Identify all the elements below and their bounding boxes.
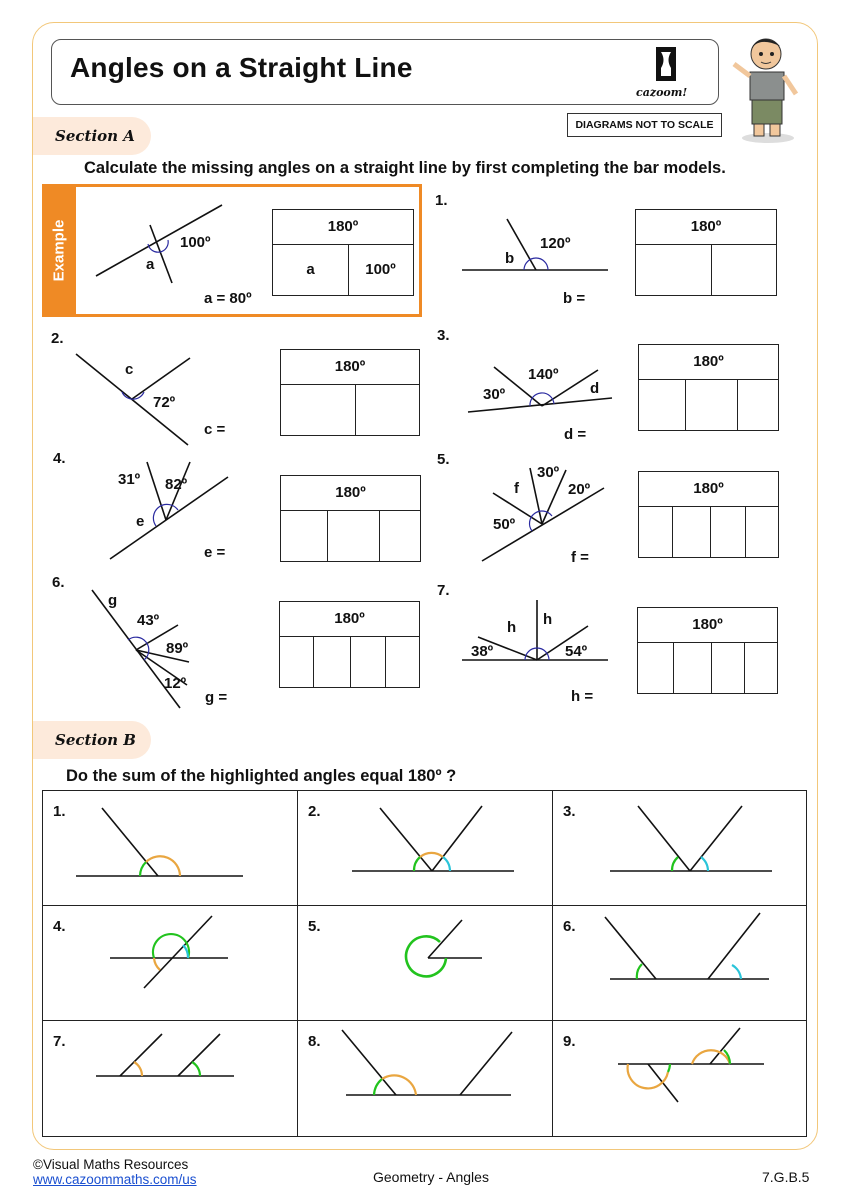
q4-label-e: e <box>136 513 145 530</box>
q2-label-c: c <box>125 361 134 378</box>
q1-label-b: b <box>505 250 515 267</box>
bar-total: 180º <box>639 472 778 507</box>
q7-label-h2: h <box>543 611 553 628</box>
b3-ray1 <box>638 806 690 871</box>
section-a-tab: Section A <box>33 117 151 155</box>
q4-answer: e = <box>204 544 226 561</box>
q1-label-120: 120º <box>540 235 571 252</box>
example-answer: a = 80º <box>204 290 252 307</box>
q5-label-20: 20º <box>568 481 591 498</box>
cell-number: 6. <box>563 918 576 935</box>
b3-arc-cyan <box>701 857 708 871</box>
q1-number: 1. <box>435 192 448 209</box>
q4-label-31: 31º <box>118 471 141 488</box>
bar-total: 180º <box>638 608 777 643</box>
bar-total: 180º <box>281 350 419 385</box>
b9-arc-green-left <box>668 1064 670 1072</box>
cell-number: 5. <box>308 918 321 935</box>
bar-total: 180º <box>273 210 413 245</box>
b8-arc-green <box>374 1079 382 1095</box>
cell-number: 7. <box>53 1033 66 1050</box>
q6-label-43: 43º <box>137 612 160 629</box>
q4-number: 4. <box>53 450 66 467</box>
section-b-instruction: Do the sum of the highlighted angles equal 180º ? <box>66 767 457 785</box>
b5-arc-green <box>406 936 446 976</box>
footer-topic: Geometry - Angles <box>373 1169 489 1185</box>
b5-ray <box>428 920 462 958</box>
q3-number: 3. <box>437 327 450 344</box>
q5-label-30: 30º <box>537 464 560 481</box>
logo-text: cazoom! <box>636 86 688 99</box>
bar-total: 180º <box>636 210 776 245</box>
cell-number: 9. <box>563 1033 576 1050</box>
q6-label-g: g <box>108 592 118 609</box>
example-label-100: 100º <box>180 234 211 251</box>
bar-cell: a <box>273 244 349 295</box>
b2-arc-green <box>414 857 420 871</box>
q3-answer: d = <box>564 426 587 443</box>
example-tab-text: Example <box>50 219 68 282</box>
b6-arc-cyan <box>732 965 741 979</box>
bar-total: 180º <box>281 476 420 511</box>
q5-label-f: f <box>514 480 519 497</box>
b2-arc-orange <box>420 853 443 857</box>
page-title: Angles on a Straight Line <box>70 52 413 83</box>
q3-label-d: d <box>590 380 600 397</box>
q7-label-38: 38º <box>471 643 494 660</box>
b3-ray2 <box>690 806 742 871</box>
q6-label-89: 89º <box>166 640 189 657</box>
bar-cell: 100º <box>365 261 396 278</box>
b2-ray2 <box>432 806 482 871</box>
q5-number: 5. <box>437 451 450 468</box>
q6-number: 6. <box>52 574 65 591</box>
q7-answer: h = <box>571 688 594 705</box>
cell-number: 4. <box>53 918 66 935</box>
b2-ray1 <box>380 808 432 871</box>
cell-number: 1. <box>53 803 66 820</box>
b1-arc-orange <box>146 856 180 876</box>
q3-label-140: 140º <box>528 366 559 383</box>
b4-arc-orange <box>154 958 160 970</box>
b6-ray2 <box>708 913 760 979</box>
q6-answer: g = <box>205 689 228 706</box>
q4-label-82: 82º <box>165 476 188 493</box>
b3-arc-green <box>672 857 678 871</box>
b7-arc-green <box>192 1062 200 1076</box>
b8-ray2 <box>460 1032 512 1095</box>
b1-arc-green <box>140 862 146 876</box>
section-b-tab: Section B <box>33 721 151 759</box>
q2-label-72: 72º <box>153 394 176 411</box>
cell-number: 2. <box>308 803 321 820</box>
q7-label-h1: h <box>507 619 517 636</box>
copyright-text: ©Visual Maths Resources <box>33 1157 189 1172</box>
footer-code: 7.G.B.5 <box>762 1169 810 1185</box>
b6-arc-green <box>637 964 642 979</box>
b6-ray1 <box>605 917 656 979</box>
bar-total: 180º <box>639 345 778 380</box>
b4-ray <box>144 916 212 988</box>
bar-total: 180º <box>280 602 419 637</box>
q2-number: 2. <box>51 330 64 347</box>
q5-label-50: 50º <box>493 516 516 533</box>
b2-arc-cyan <box>443 857 450 871</box>
section-a-instruction: Calculate the missing angles on a straight line by first completing the bar models. <box>84 159 726 177</box>
q2-answer: c = <box>204 421 226 438</box>
q3-label-30: 30º <box>483 386 506 403</box>
b9-arc-orange <box>628 1064 668 1088</box>
cell-number: 3. <box>563 803 576 820</box>
cell-number: 8. <box>308 1033 321 1050</box>
b1-ray <box>102 808 158 876</box>
b9-ray2 <box>710 1028 740 1064</box>
q7-label-54: 54º <box>565 643 588 660</box>
q5-answer: f = <box>571 549 589 566</box>
q1-answer: b = <box>563 290 586 307</box>
q6-label-12: 12º <box>164 675 187 692</box>
q7-number: 7. <box>437 582 450 599</box>
b7-arc-orange <box>134 1062 142 1076</box>
website-link[interactable]: www.cazoommaths.com/us <box>33 1172 197 1187</box>
footer-left <box>33 1157 197 1187</box>
diagrams-not-to-scale-note: DIAGRAMS NOT TO SCALE <box>567 113 722 137</box>
example-label-a: a <box>146 256 155 273</box>
b8-ray1 <box>342 1030 396 1095</box>
